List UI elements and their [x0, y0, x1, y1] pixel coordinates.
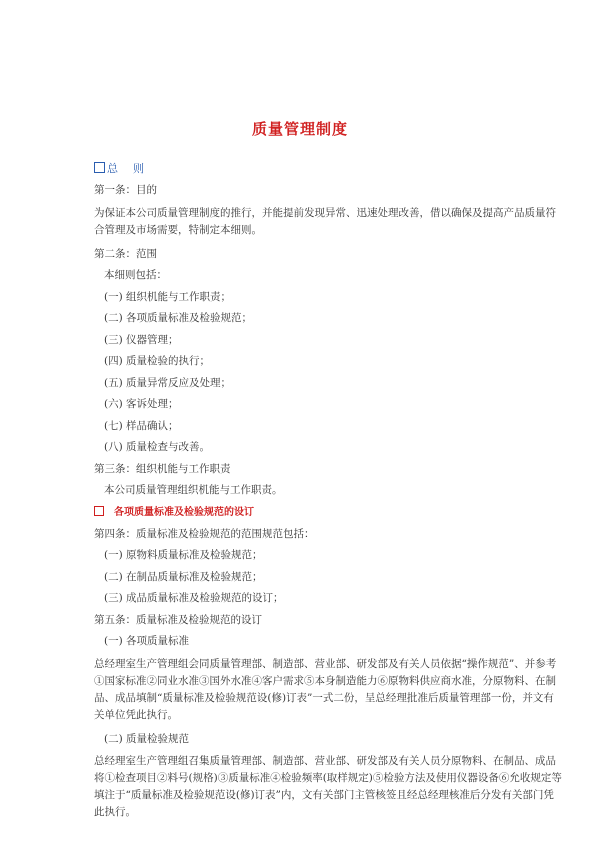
text-line: 第二条：范围	[94, 247, 157, 260]
text-line: (三) 成品质量标准及检验规范的设订；	[104, 592, 284, 604]
text-line: (六) 客诉处理；	[104, 398, 179, 410]
text-line: (一) 各项质量标准	[104, 635, 190, 647]
text-line: (一) 组织机能与工作职责；	[104, 290, 232, 303]
paragraph: 总经理室生产管理组会同质量管理部、制造部、营业部、研发部及有关人员依据“操作规范”、并参考①国家标准②同业水准③国外水准④客户需求⑤本身制造能力⑥原物料供应商水准，分原物料、在制品、成品填制“质量标准及检验规范设(修)订表”一式二份，呈总经理批准后质量管理部一份，并文有关单位凭此执行。	[94, 657, 557, 721]
clause-list	[94, 729, 564, 751]
text-line: 第四条：质量标准及检验规范的范围规范包括：	[94, 527, 315, 540]
text-line: 第五条：质量标准及检验规范的设订	[94, 613, 262, 626]
document-body	[94, 158, 564, 826]
text-line: (三) 仪器管理；	[104, 333, 179, 346]
text-line: (八) 质量检查与改善。	[104, 441, 211, 453]
text-line: (二) 各项质量标准及检验规范；	[104, 312, 253, 324]
text-line: (二) 在制品质量标准及检验规范；	[104, 570, 263, 583]
text-line: (二) 质量检验规范	[104, 732, 190, 745]
text-line: 第三条：组织机能与工作职责	[94, 462, 231, 475]
text-line: 第一条：目的	[94, 184, 157, 196]
checkbox-square-icon	[94, 506, 104, 516]
clause-list	[94, 524, 564, 653]
text-line: 本公司质量管理组织机能与工作职责。	[104, 484, 283, 496]
section-heading-standards	[94, 502, 564, 524]
text-line: (五) 质量异常反应及处理；	[104, 376, 232, 389]
text-line: (七) 样品确认；	[104, 419, 179, 432]
section-heading-label: 各项质量标准及检验规范的设订	[114, 506, 254, 518]
text-line: (四) 质量检验的执行；	[104, 355, 211, 367]
document-title: 质量管理制度	[251, 120, 348, 138]
clause-list	[94, 180, 564, 202]
section-heading-label: 总 则	[107, 162, 146, 175]
checkbox-square-icon	[94, 162, 105, 173]
clause-list	[94, 244, 564, 502]
text-line: 本细则包括：	[104, 269, 167, 281]
text-line: (一) 原物料质量标准及检验规范；	[104, 549, 263, 561]
paragraph: 为保证本公司质量管理制度的推行，并能提前发现异常、迅速处理改善，借以确保及提高产品质量符合管理及市场需要，特制定本细则。	[94, 206, 556, 236]
paragraph: 总经理室生产管理组召集质量管理部、制造部、营业部、研发部及有关人员分原物料、在制品、成品将①检查项目②料号(规格)③质量标准④检验频率(取样规定)⑤检验方法及使用仪器设备⑥允收规定等填注于“质量标准及检验规范设(修)订表”内，文有关部门主管核签且经总经理核准后分发有关部门凭此执行。	[94, 755, 562, 818]
section-heading-general	[94, 158, 564, 180]
